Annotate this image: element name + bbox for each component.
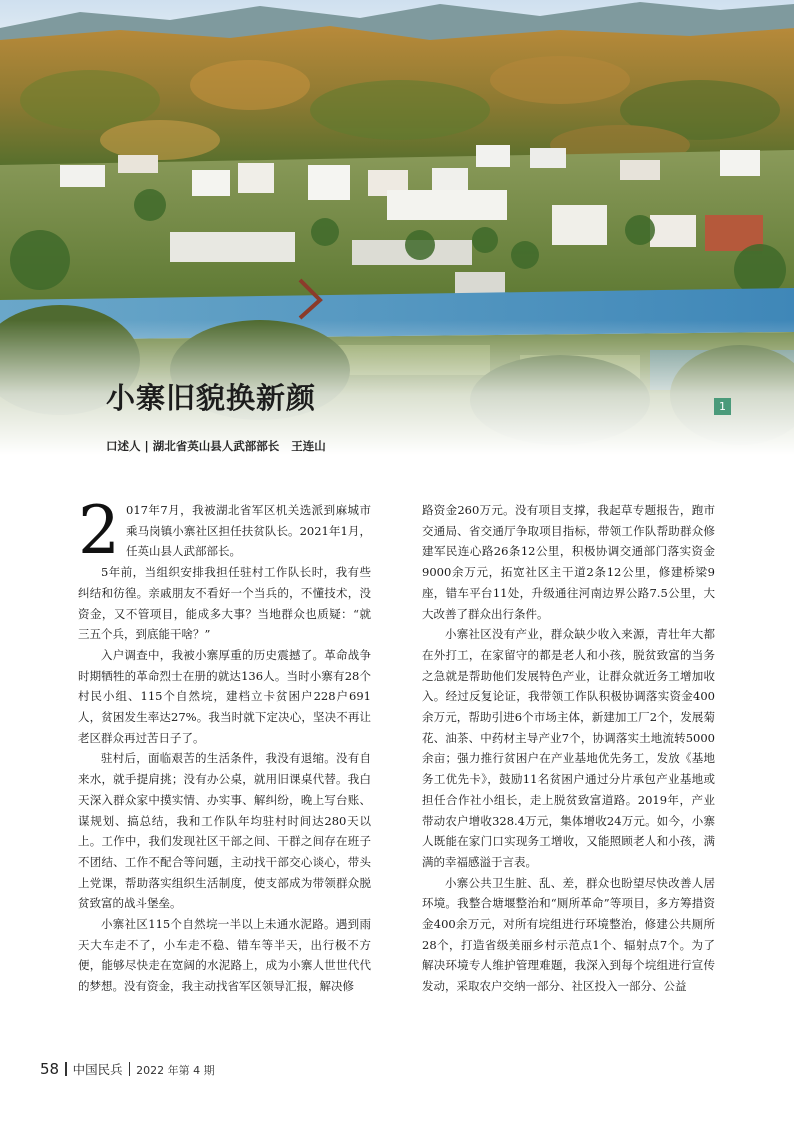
byline <box>106 438 326 454</box>
dropcap: 2 <box>78 492 120 569</box>
paragraph <box>78 492 371 569</box>
magazine-name: 中国民兵 <box>72 1062 123 1077</box>
paragraph: 小寨社区没有产业，群众缺少收入来源，青壮年大都在外打工，在家留守的都是老人和小孩，脱贫致富的当务之急就是帮助他们发展特色产业，让群众就近务工增加收入。经过反复论证，我带领工作队积极协调落实资金400余万元，帮助引进6个市场主体，新建加工厂2个，发展菊花、油茶、中药材主导产业7个，协调落实土地流转5000余亩；强力推行贫困户在产业基地优先务工，发放《基地务工优先卡》，鼓励11名贫困户通过分片承包产业基地或担任合作社小组长，走上脱贫致富道路。2019年，产业带动农户增收328.4万元，集体增收24万元。如今，小寨人既能在家门口实现务工增收，又能照顾老人和小孩，满满的幸福感溢于言表。 <box>422 627 715 869</box>
byline-separator: | <box>144 439 149 453</box>
byline-role: 口述人 <box>106 439 141 453</box>
photo-number-badge: 1 <box>714 398 731 415</box>
paragraph: 路资金260万元。没有项目支撑，我起草专题报告，跑市交通局、省交通厅争取项目指标，带领工作队帮助群众修建军民连心路26条12公里，积极协调交通部门落实资金9000余万元，拓宽社区主干道2条12公里，修建桥梁9座，错车平台11处，升级通往河南边界公路7.5公里，大大改善了群众出行条件。 <box>422 503 715 621</box>
article-column-right <box>422 500 715 997</box>
footer-divider <box>65 1062 67 1076</box>
paragraph: 小寨公共卫生脏、乱、差，群众也盼望尽快改善人居环境。我整合塘堰整治和“厕所革命”等项目，多方筹措资金400余万元，对所有垸组进行环境整治，修建公共厕所28个，打造省级美丽乡村示范点1个、辐射点7个。为了解决环境专人维护管理难题，我深入到每个垸组进行宣传发动，采取农户交纳一部分、社区投入一部分、公益 <box>422 875 715 994</box>
paragraph: 入户调查中，我被小寨厚重的历史震撼了。革命战争时期牺牲的革命烈士在册的就达136人。当时小寨有28个村民小组、115个自然垸，建档立卡贫困户228户691人，贫困发生率达27%。我当时就下定决心，坚决不再让老区群众再过苦日子了。 <box>78 647 371 745</box>
page-footer <box>40 1059 215 1078</box>
issue-label: 2022 年第 4 期 <box>136 1064 215 1077</box>
article-column-left <box>78 492 371 997</box>
page-number: 58 <box>40 1060 60 1078</box>
paragraph: 5年前，当组织安排我担任驻村工作队长时，我有些纠结和彷徨。亲戚朋友不看好一个当兵的，不懂技术，没资金，又不管项目，能成多大事？当地群众也质疑：“就三五个兵，到底能干啥？” <box>78 565 371 642</box>
paragraph: 小寨社区115个自然垸一半以上未通水泥路。遇到雨天大车走不了，小车走不稳、错车等半天，出行极不方便，能够尽快走在宽阔的水泥路上，成为小寨人世世代代的梦想。没有资金，我主动找省军区领导汇报，解决修 <box>78 917 371 994</box>
byline-affiliation: 湖北省英山县人武部部长 <box>152 439 280 453</box>
paragraph-text: 017年7月，我被湖北省军区机关选派到麻城市乘马岗镇小寨社区担任扶贫队长。2021年1月，任英山县人武部部长。 <box>126 503 371 559</box>
paragraph: 驻村后，面临艰苦的生活条件，我没有退缩。没有自来水，就手提肩挑；没有办公桌，就用旧课桌代替。我白天深入群众家中摸实情、办实事、解纠纷，晚上写台账、谋规划、搞总结，我和工作队年均驻村时间达280天以上。工作中，我们发现社区干部之间、干群之间存在班子不团结、工作不配合等问题，主动找干部交心谈心，带头上党课，帮助落实组织生活制度，使支部成为带领群众脱贫致富的战斗堡垒。 <box>78 751 371 911</box>
byline-author: 王连山 <box>291 439 326 453</box>
footer-divider <box>129 1062 131 1076</box>
article-title: 小寨旧貌换新颜 <box>106 381 317 415</box>
hero-photo <box>0 0 794 455</box>
